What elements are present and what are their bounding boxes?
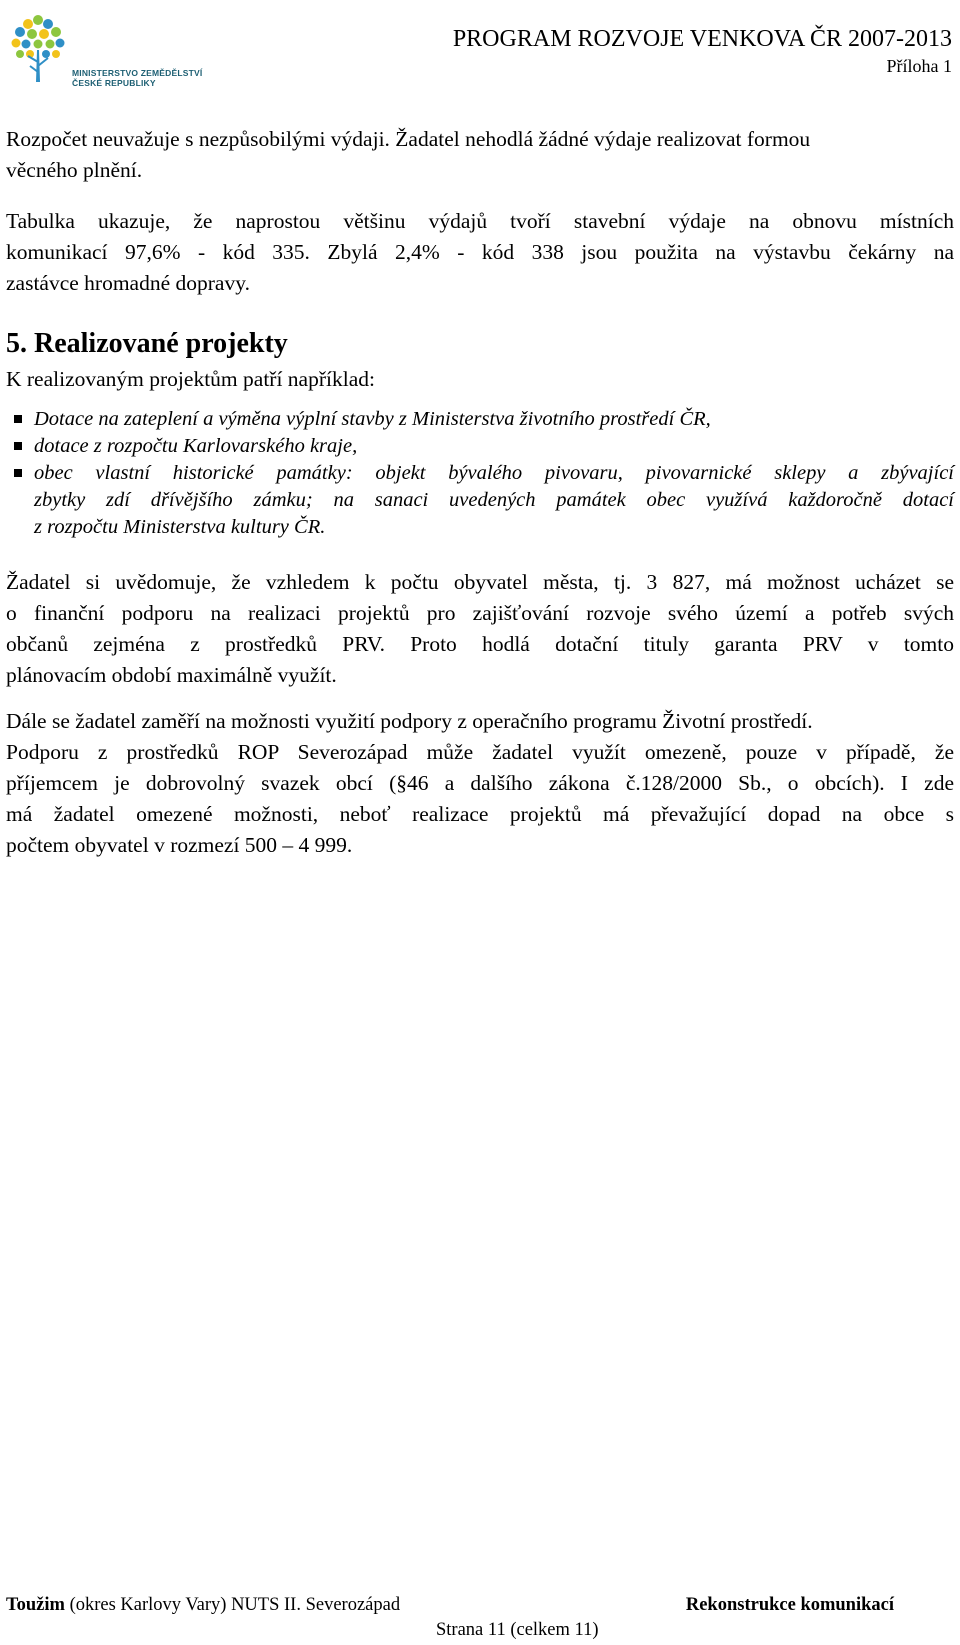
header-attachment-label: Příloha 1 [886,56,952,76]
text-line: Rozpočet neuvažuje s nezpůsobilými výdaji. Žadatel nehodlá žádné výdaje realizovat formou [6,127,811,151]
header-title: PROGRAM ROZVOJE VENKOVA ČR 2007-2013 [452,26,952,52]
section-heading: 5. Realizované projekty [6,328,288,359]
text-line: Tabulka ukazuje, že naprostou většinu výdajů tvoří stavební výdaje na obnovu místních [6,209,954,233]
square-bullet-icon [14,442,22,450]
text-line: počtem obyvatel v rozmezí 500 – 4 999. [6,833,353,857]
logo-line: MINISTERSTVO ZEMĚDĚLSTVÍ [72,68,203,78]
paragraph-table-summary [6,206,954,299]
footer-region: (okres Karlovy Vary) NUTS II. Severozápad [64,1595,401,1615]
footer-project-name: Rekonstrukce komunikací [685,1595,894,1615]
text-line: věcného plnění. [6,158,143,182]
paragraph-prv-support [6,567,954,691]
text-line: Podporu z prostředků ROP Severozápad může žadatel využít omezeně, pouze v případě, že [6,740,954,764]
logo-line: ČESKÉ REPUBLIKY [72,78,156,88]
text-line: o finanční podporu na realizaci projektů pro zajišťování rozvoje svého území a potřeb svých [6,601,954,625]
tree-logo-icon [6,10,70,90]
paragraph-operational-programs [6,706,954,861]
text-line: zbytky zdí dřívějšího zámku; na sanaci uvedených památek obec využívá každoročně dotací [34,489,954,511]
text-line: Dále se žadatel zaměří na možnosti využití podpory z operačního programu Životní prostředí. [6,709,813,733]
text-line: komunikací 97,6% - kód 335. Zbylá 2,4% - kód 338 jsou použita na výstavbu čekárny na [6,240,954,264]
square-bullet-icon [14,415,22,423]
projects-list [6,406,954,541]
text-line: Žadatel si uvědomuje, že vzhledem k počtu obyvatel města, tj. 3 827, má možnost ucházet se [6,570,954,594]
footer-page-number: Strana 11 (celkem 11) [436,1620,599,1640]
text-line: má žadatel omezené možnosti, neboť realizace projektů má převažující dopad na obce s [6,802,954,826]
footer-location [6,1595,400,1616]
text-line: občanů zejména z prostředků PRV. Proto hodlá dotační tituly garanta PRV v tomto [6,632,954,656]
text-line: plánovacím období maximálně využít. [6,663,337,687]
text-line: dotace z rozpočtu Karlovarského kraje, [34,435,358,457]
list-item [6,460,954,541]
paragraph-budget [6,124,954,186]
text-line: Dotace na zateplení a výměna výplní stavby z Ministerstva životního prostředí ČR, [34,408,711,430]
text-line: obec vlastní historické památky: objekt bývalého pivovaru, pivovarnické sklepy a zbývající [34,462,954,484]
list-item [6,433,954,460]
text-line: příjemcem je dobrovolný svazek obcí (§46 a dalšího zákona č.128/2000 Sb., o obcích). I zde [6,771,954,795]
footer-town: Toužim [6,1595,65,1615]
list-item [6,406,954,433]
section-intro: K realizovaným projektům patří například: [6,367,375,391]
square-bullet-icon [14,469,22,477]
text-line: z rozpočtu Ministerstva kultury ČR. [34,516,326,538]
text-line: zastávce hromadné dopravy. [6,271,250,295]
logo-text [72,68,202,88]
ministry-logo [6,10,203,90]
